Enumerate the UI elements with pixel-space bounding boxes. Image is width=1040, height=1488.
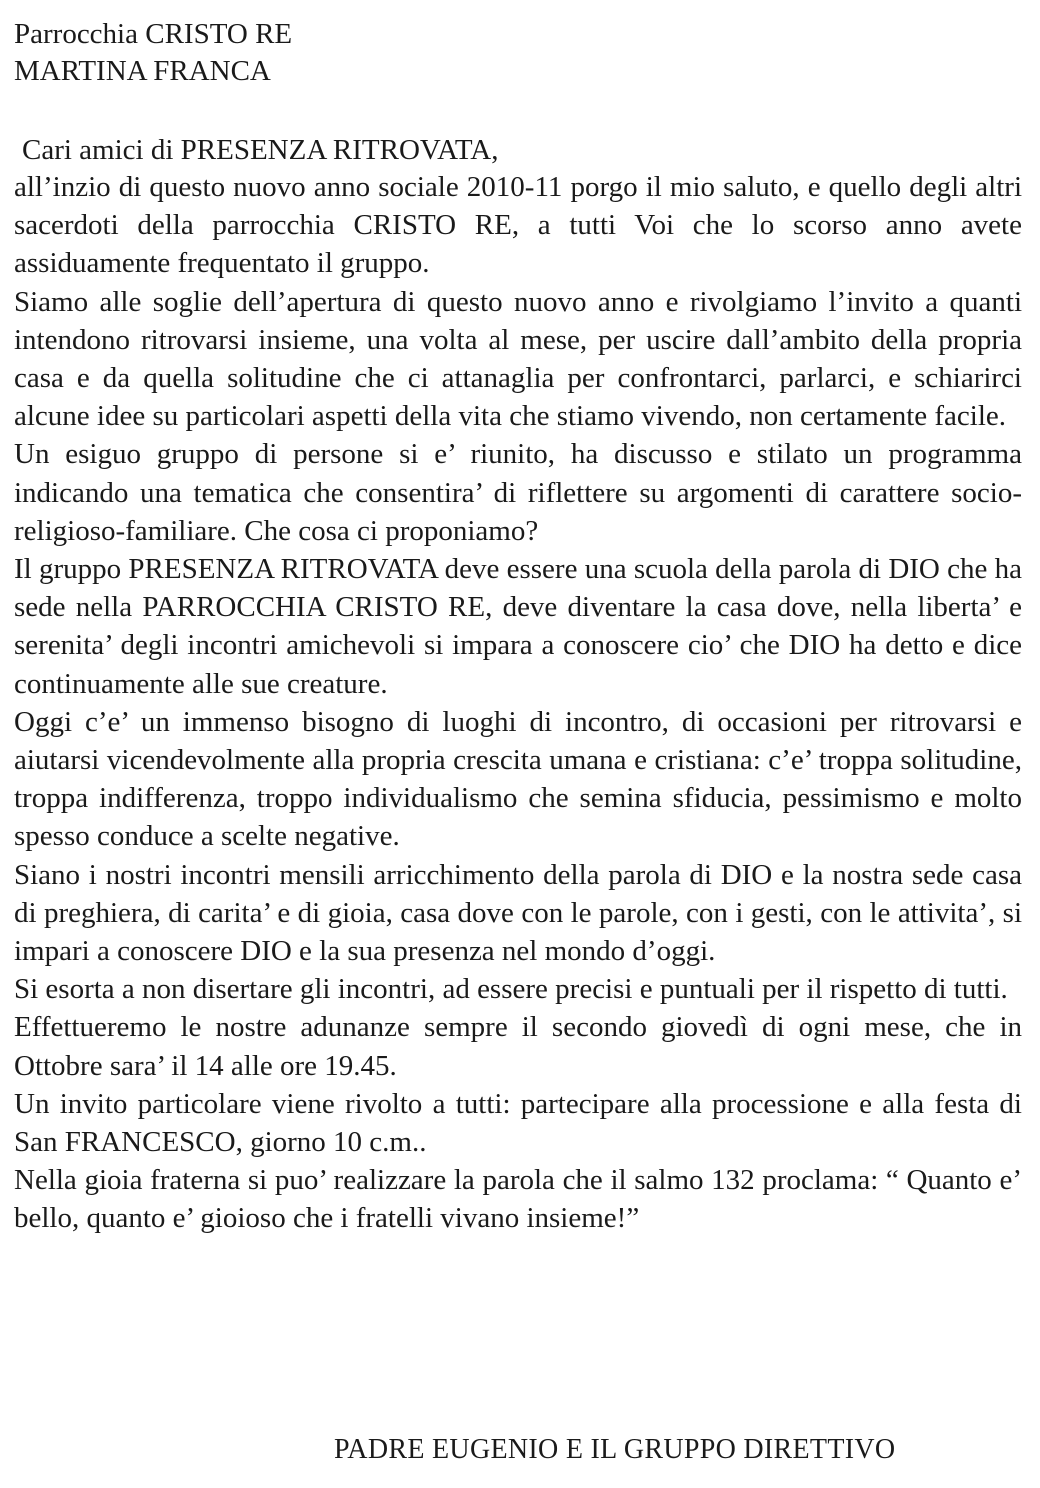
greeting: Cari amici di PRESENZA RITROVATA, [22, 134, 499, 166]
paragraph: all’inzio di questo nuovo anno sociale 2010-11 porgo il mio saluto, e quello degli altri sacerdoti della parrocchia CRISTO RE, a tutti Voi che lo scorso anno avete assiduamente frequentato il gruppo. [14, 171, 1022, 280]
paragraph: Effettueremo le nostre adunanze sempre il secondo giovedì di ogni mese, che in Ottobre sara’ il 14 alle ore 19.45. [14, 1011, 1022, 1082]
paragraph: Un invito particolare viene rivolto a tutti: partecipare alla processione e alla festa di San FRANCESCO, giorno 10 c.m.. [14, 1087, 1022, 1159]
signature: PADRE EUGENIO E IL GRUPPO DIRETTIVO [334, 1434, 896, 1465]
paragraph: Un esiguo gruppo di persone si e’ riunito, ha discusso e stilato un programma indicando una tematica che consentira’ di riflettere su argomenti di carattere socio-religioso-familiare. Che cosa ci proponiamo? [14, 438, 1022, 547]
parish-name: Parrocchia CRISTO RE [14, 18, 293, 50]
paragraph: Si esorta a non disertare gli incontri, ad essere precisi e puntuali per il rispetto di tutti. [14, 973, 1008, 1006]
paragraph: Nella gioia fraterna si puo’ realizzare la parola che il salmo 132 proclama: “ Quanto e’ bello, quanto e’ gioioso che i fratelli vivano insieme!” [14, 1164, 1022, 1235]
letter-header [14, 16, 292, 90]
paragraph: Siano i nostri incontri mensili arricchimento della parola di DIO e la nostra sede casa di preghiera, di carita’ e di gioia, casa dove con le parole, con i gesti, con le attivita’, si impari a conoscere DIO e la sua presenza nel mondo d’oggi. [14, 858, 1022, 968]
paragraph: Oggi c’e’ un immenso bisogno di luoghi di incontro, di occasioni per ritrovarsi e aiutarsi vicendevolmente alla propria crescita umana e cristiana: c’e’ troppa solitudine, troppa indifferenza, troppo individualismo che semina sfiducia, pessimismo e molto spesso conduce a scelte negative. [14, 705, 1022, 853]
parish-town: MARTINA FRANCA [14, 55, 271, 87]
paragraph: Il gruppo PRESENZA RITROVATA deve essere una scuola della parola di DIO che ha sede nella PARROCCHIA CRISTO RE, deve diventare la casa dove, nella liberta’ e serenita’ degli incontri amichevoli si impara a conoscere cio’ che DIO ha detto e dice continuamente alle sue creature. [14, 553, 1022, 700]
paragraph: Siamo alle soglie dell’apertura di questo nuovo anno e rivolgiamo l’invito a quanti intendono ritrovarsi insieme, una volta al mese, per uscire dall’ambito della propria casa e da quella solitudine che ci attanaglia per confrontarci, parlarci, e schiarirci alcune idee su particolari aspetti della vita che stiamo vivendo, non certamente facile. [14, 285, 1022, 433]
letter-body [14, 168, 1022, 1238]
